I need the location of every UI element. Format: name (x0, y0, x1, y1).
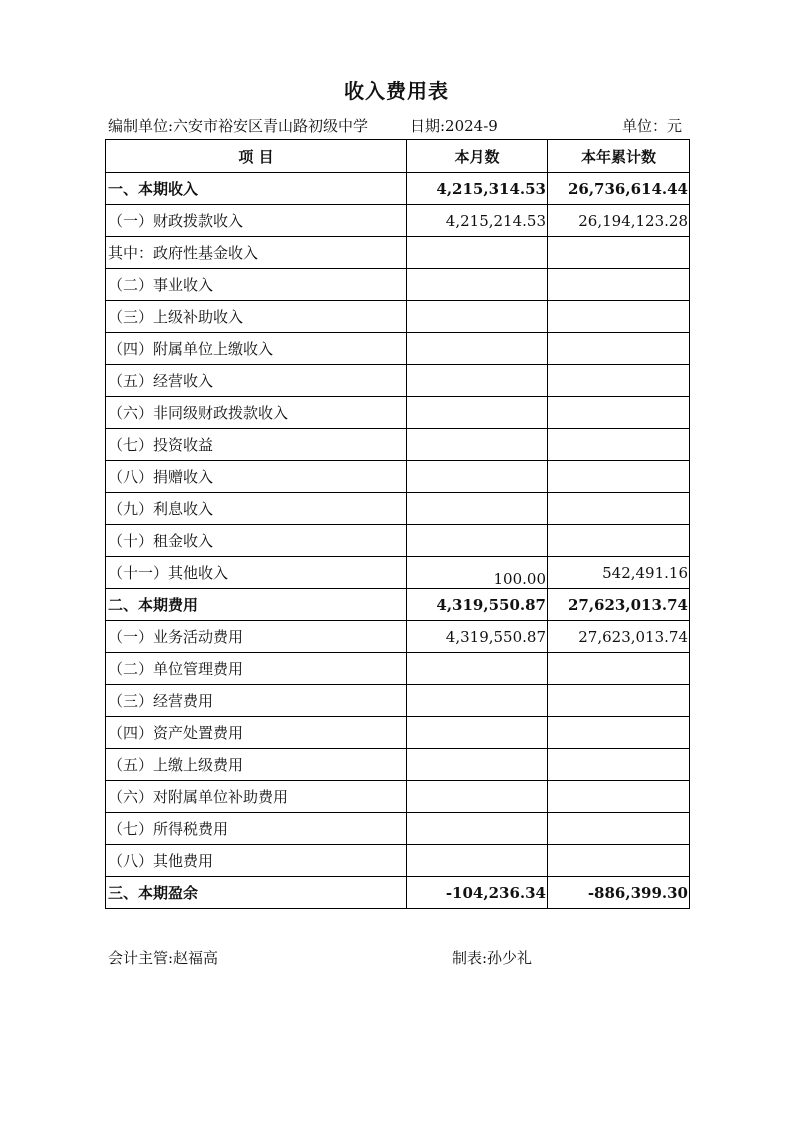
row-year: 26,194,123.28 (548, 205, 690, 237)
row-label: 二、本期费用 (106, 589, 407, 621)
income-expense-table (105, 139, 690, 909)
report-date: 日期:2024-9 (410, 117, 498, 135)
row-year: 26,736,614.44 (548, 173, 690, 205)
row-year: 542,491.16 (548, 557, 690, 589)
row-year (548, 749, 690, 781)
table-row (106, 557, 690, 589)
row-year: 27,623,013.74 (548, 621, 690, 653)
row-label: （七）投资收益 (106, 429, 407, 461)
table-row (106, 429, 690, 461)
row-year (548, 845, 690, 877)
row-month (407, 269, 548, 301)
row-label: （四）资产处置费用 (106, 717, 407, 749)
table-row (106, 589, 690, 621)
table-row (106, 205, 690, 237)
row-month (407, 717, 548, 749)
header-year-to-date: 本年累计数 (548, 140, 690, 173)
table-row (106, 685, 690, 717)
table-row (106, 397, 690, 429)
row-month: 4,215,314.53 (407, 173, 548, 205)
row-label: （十）租金收入 (106, 525, 407, 557)
row-month (407, 333, 548, 365)
row-year (548, 781, 690, 813)
row-label: （六）非同级财政拨款收入 (106, 397, 407, 429)
row-month (407, 685, 548, 717)
table-row (106, 493, 690, 525)
row-month (407, 653, 548, 685)
currency-unit: 单位：元 (622, 117, 683, 135)
table-row (106, 301, 690, 333)
row-month (407, 301, 548, 333)
row-label: （七）所得税费用 (106, 813, 407, 845)
table-row (106, 461, 690, 493)
table-row (106, 173, 690, 205)
prepared-by: 制表:孙少礼 (452, 949, 533, 967)
row-label: （三）经营费用 (106, 685, 407, 717)
row-year (548, 653, 690, 685)
row-year (548, 461, 690, 493)
table-header-row (106, 140, 690, 173)
row-month (407, 429, 548, 461)
row-label: （五）上缴上级费用 (106, 749, 407, 781)
header-item: 项 目 (106, 140, 407, 173)
row-label: （一）财政拨款收入 (106, 205, 407, 237)
row-year (548, 365, 690, 397)
table-row (106, 525, 690, 557)
table-row (106, 269, 690, 301)
row-year (548, 493, 690, 525)
row-year (548, 333, 690, 365)
row-year (548, 301, 690, 333)
row-label: （八）其他费用 (106, 845, 407, 877)
row-month: 100.00 (407, 557, 548, 589)
reporting-unit: 编制单位:六安市裕安区青山路初级中学 (108, 117, 369, 135)
row-label: 一、本期收入 (106, 173, 407, 205)
row-month: 4,215,214.53 (407, 205, 548, 237)
table-row (106, 653, 690, 685)
row-month (407, 493, 548, 525)
row-year (548, 397, 690, 429)
row-label: （一）业务活动费用 (106, 621, 407, 653)
row-label: （十一）其他收入 (106, 557, 407, 589)
row-label: （六）对附属单位补助费用 (106, 781, 407, 813)
table-row (106, 877, 690, 909)
row-month: 4,319,550.87 (407, 621, 548, 653)
row-month (407, 365, 548, 397)
row-month (407, 781, 548, 813)
table-row (106, 333, 690, 365)
row-year: -886,399.30 (548, 877, 690, 909)
row-year (548, 525, 690, 557)
accounting-supervisor: 会计主管:赵福高 (108, 949, 219, 967)
table-row (106, 749, 690, 781)
row-year (548, 813, 690, 845)
row-year: 27,623,013.74 (548, 589, 690, 621)
row-label: （八）捐赠收入 (106, 461, 407, 493)
table-row (106, 717, 690, 749)
report-title: 收入费用表 (344, 79, 449, 103)
row-month (407, 525, 548, 557)
row-month (407, 397, 548, 429)
row-year (548, 685, 690, 717)
row-label: （三）上级补助收入 (106, 301, 407, 333)
row-month: -104,236.34 (407, 877, 548, 909)
row-month (407, 845, 548, 877)
row-year (548, 717, 690, 749)
row-label: （二）单位管理费用 (106, 653, 407, 685)
table-row (106, 621, 690, 653)
row-label: 三、本期盈余 (106, 877, 407, 909)
row-month (407, 813, 548, 845)
row-month (407, 749, 548, 781)
header-month: 本月数 (407, 140, 548, 173)
table-row (106, 813, 690, 845)
table-row (106, 365, 690, 397)
row-month (407, 461, 548, 493)
table-row (106, 845, 690, 877)
row-label: （五）经营收入 (106, 365, 407, 397)
row-year (548, 269, 690, 301)
row-month: 4,319,550.87 (407, 589, 548, 621)
row-label: （九）利息收入 (106, 493, 407, 525)
table-row (106, 781, 690, 813)
row-label: 其中：政府性基金收入 (106, 237, 407, 269)
table-row (106, 237, 690, 269)
row-month (407, 237, 548, 269)
row-year (548, 429, 690, 461)
row-label: （二）事业收入 (106, 269, 407, 301)
row-label: （四）附属单位上缴收入 (106, 333, 407, 365)
row-year (548, 237, 690, 269)
